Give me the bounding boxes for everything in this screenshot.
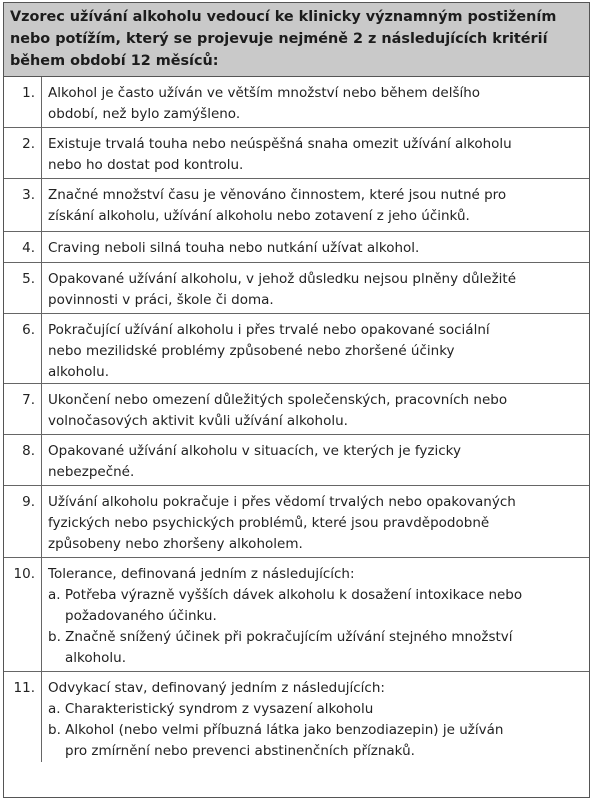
- criteria-subitem-line: požadovaného účinku.: [65, 608, 217, 624]
- criteria-text-line: povinnosti v práci, škole či doma.: [48, 292, 274, 308]
- criteria-list: [4, 77, 589, 762]
- criteria-text-line: Tolerance, definovaná jedním z následujících:: [48, 566, 355, 582]
- criteria-subitem-line: b. Značně snížený účinek při pokračujícím užívání stejného množství: [48, 629, 513, 645]
- criteria-row: [4, 486, 589, 558]
- criteria-text-line: fyzických nebo psychických problémů, které jsou pravděpodobně: [48, 515, 490, 531]
- criteria-number: 3.: [4, 179, 42, 231]
- criteria-row: [4, 384, 589, 435]
- criteria-row: [4, 435, 589, 486]
- criteria-text-line: období, než bylo zamýšleno.: [48, 106, 241, 122]
- criteria-text-line: způsobeny nebo zhoršeny alkoholem.: [48, 536, 303, 552]
- criteria-number: 7.: [4, 384, 42, 434]
- criteria-number: 5.: [4, 263, 42, 313]
- criteria-text-line: nebo ho dostat pod kontrolu.: [48, 157, 244, 173]
- criteria-number: 8.: [4, 435, 42, 485]
- header-line: nebo potížím, který se projevuje nejméně 2 z následujících kritérií: [10, 31, 548, 47]
- criteria-subitem-line: alkoholu.: [65, 650, 127, 666]
- criteria-text: [42, 435, 589, 483]
- criteria-number: 4.: [4, 232, 42, 262]
- criteria-text: [42, 263, 589, 311]
- criteria-text-line: nebo mezilidské problémy způsobené nebo zhoršené účinky: [48, 343, 455, 359]
- criteria-text-line: Opakované užívání alkoholu, v jehož důsledku nejsou plněny důležité: [48, 271, 517, 287]
- criteria-text-line: Existuje trvalá touha nebo neúspěšná snaha omezit užívání alkoholu: [48, 136, 512, 152]
- criteria-text: [42, 128, 589, 176]
- criteria-text-line: Pokračující užívání alkoholu i přes trvalé nebo opakované sociální: [48, 322, 490, 338]
- criteria-row: [4, 179, 589, 232]
- criteria-subitem-line: a. Potřeba výrazně vyšších dávek alkoholu k dosažení intoxikace nebo: [48, 587, 523, 603]
- criteria-number: 9.: [4, 486, 42, 557]
- criteria-subitem-line: b. Alkohol (nebo velmi příbuzná látka jako benzodiazepin) je užíván: [48, 722, 504, 738]
- criteria-text: [42, 77, 589, 125]
- criteria-text-line: Užívání alkoholu pokračuje i přes vědomí trvalých nebo opakovaných: [48, 494, 516, 510]
- criteria-text-line: získání alkoholu, užívání alkoholu nebo zotavení z jeho účinků.: [48, 208, 470, 224]
- criteria-text-line: Opakované užívání alkoholu v situacích, ve kterých je fyzicky: [48, 443, 461, 459]
- criteria-text-line: Craving neboli silná touha nebo nutkání užívat alkohol.: [48, 240, 420, 256]
- header-line: během období 12 měsíců:: [10, 53, 219, 69]
- criteria-text: [42, 486, 589, 555]
- criteria-row: [4, 558, 589, 672]
- criteria-row: [4, 672, 589, 762]
- criteria-number: 11.: [4, 672, 42, 762]
- criteria-number: 6.: [4, 314, 42, 383]
- criteria-text-line: nebezpečné.: [48, 464, 135, 480]
- criteria-text-line: Ukončení nebo omezení důležitých společenských, pracovních nebo: [48, 392, 508, 408]
- table-header: [4, 3, 589, 77]
- criteria-row: [4, 232, 589, 263]
- criteria-row: [4, 77, 589, 128]
- criteria-subitem-line: a. Charakteristický syndrom z vysazení alkoholu: [48, 701, 374, 717]
- criteria-text: [42, 314, 589, 383]
- criteria-number: 2.: [4, 128, 42, 178]
- criteria-text: [42, 232, 589, 259]
- criteria-number: 1.: [4, 77, 42, 127]
- criteria-row: [4, 314, 589, 384]
- criteria-text: [42, 179, 589, 227]
- criteria-table: [3, 2, 590, 798]
- criteria-row: [4, 263, 589, 314]
- criteria-text: [42, 384, 589, 432]
- criteria-subitem-line: pro zmírnění nebo prevenci abstinenčních příznaků.: [65, 743, 415, 759]
- criteria-text-line: Alkohol je často užíván ve větším množství nebo během delšího: [48, 85, 481, 101]
- criteria-text-line: volnočasových aktivit kvůli užívání alkoholu.: [48, 413, 348, 429]
- criteria-text-line: Značné množství času je věnováno činnostem, které jsou nutné pro: [48, 187, 507, 203]
- criteria-row: [4, 128, 589, 179]
- criteria-text-line: Odvykací stav, definovaný jedním z následujících:: [48, 680, 385, 696]
- criteria-text: [42, 672, 589, 762]
- criteria-text-line: alkoholu.: [48, 364, 110, 380]
- header-line: Vzorec užívání alkoholu vedoucí ke klinicky významným postižením: [10, 9, 557, 25]
- criteria-text: [42, 558, 589, 669]
- criteria-number: 10.: [4, 558, 42, 671]
